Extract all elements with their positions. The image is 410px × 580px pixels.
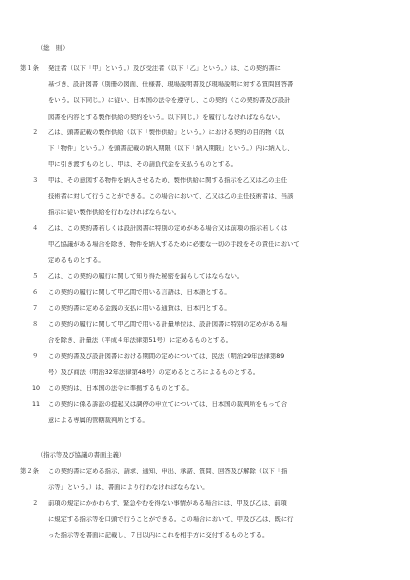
paragraph-body xyxy=(32,500,392,549)
article-2-label: 第２条 xyxy=(20,468,39,475)
text-line: この契約書及び設計図書における期間の定めについては、民法（明治29年法律第89 xyxy=(48,353,285,360)
paragraph-body xyxy=(32,353,392,385)
paragraph-number: 11 xyxy=(32,401,41,408)
text-line: この契約書に定める指示、請求、通知、申出、承諾、質問、回答及び解除（以下「指 xyxy=(48,468,288,475)
paragraph-body xyxy=(32,305,392,321)
paragraph-number: ６ xyxy=(32,289,39,296)
text-line: 乙は、この契約の履行に関して知り得た秘密を漏らしてはならない。 xyxy=(48,273,244,280)
text-line: 下「物件」という。）を頭書記載の納入期限（以下「納入期限」という。）内に納入し、 xyxy=(48,145,294,153)
text-line: をいう。以下同じ。）に従い、日本国の法令を遵守し、この契約（この契約書及び設計 xyxy=(48,97,291,105)
article-2-paragraph-1 xyxy=(48,468,392,500)
text-line: 号）及び商法（明治32年法律第48号）の定めるところによるものとする。 xyxy=(48,369,260,377)
paragraph-body xyxy=(32,321,392,353)
text-line: 前項の規定にかかわらず、緊急やむを得ない事情がある場合には、甲及び乙は、前項 xyxy=(48,500,287,507)
text-line: この契約の履行に関して甲乙間で用いる計量単位は、設計図書に特別の定めがある場 xyxy=(48,321,288,328)
text-line: 甲は、その意図する物件を納入させるため、製作供給に関する指示を乙又は乙の主任 xyxy=(48,177,288,184)
text-line: 技術者に対して行うことができる。この場合において、乙又は乙の主任技術者は、当該 xyxy=(48,193,294,201)
paragraph-number: ９ xyxy=(32,353,39,360)
paragraph-number: ７ xyxy=(32,305,39,312)
text-line: 指示に従い製作供給を行わなければならない。 xyxy=(48,209,181,217)
text-line: 甲乙協議がある場合を除き、物件を納入するために必要な一切の手段をその責任において xyxy=(48,241,300,249)
paragraph-number: ４ xyxy=(32,225,39,232)
article-1-paragraph-1 xyxy=(48,65,392,130)
paragraph-body xyxy=(32,225,392,274)
text-line: 示等」という。）は、書面により行わなければならない。 xyxy=(48,484,209,492)
paragraph-body xyxy=(32,385,392,401)
article-1-label: 第１条 xyxy=(20,65,39,72)
paragraph-body xyxy=(32,401,392,433)
section-heading-general: （総 則） xyxy=(37,45,69,52)
paragraph-body xyxy=(32,129,392,178)
paragraph-number: ８ xyxy=(32,321,39,328)
text-line: この契約は、日本国の法令に準拠するものとする。 xyxy=(48,385,193,392)
text-line: 乙は、頭書記載の製作供給（以下「製作供給」という。）における契約の目的物（以 xyxy=(48,129,285,136)
text-line: 定めるものとする。 xyxy=(48,257,105,265)
section-heading-written-instructions: （指示等及び協議の書面主義） xyxy=(37,452,126,459)
paragraph-number: ３ xyxy=(32,177,39,184)
text-line: 甲に引き渡すものとし、甲は、その請負代金を支払うものとする。 xyxy=(48,161,237,169)
text-line: に規定する指示等を口頭で行うことができる。この場合において、甲及び乙は、既に行 xyxy=(48,516,294,524)
text-line: この契約書に定める金銭の支払に用いる通貨は、日本円とする。 xyxy=(48,305,231,312)
paragraph-number: ２ xyxy=(32,129,39,136)
text-line: 基づき、設計図書（別冊の図面、仕様書、現場説明書及び現場説明に対する質問回答書 xyxy=(48,81,294,89)
paragraph-body xyxy=(32,289,392,305)
paragraph-number: ５ xyxy=(32,273,39,280)
text-line: 図書を内容とする製作供給の契約をいう。以下同じ。）を履行しなければならない。 xyxy=(48,113,285,121)
text-line: 意による専属的管轄裁判所とする。 xyxy=(48,417,149,425)
text-line: 合を除き、計量法（平成４年法律第51号）に定めるものとする。 xyxy=(48,337,233,345)
text-line: 乙は、この契約書若しくは設計図書に特別の定めがある場合又は前項の指示若しくは xyxy=(48,225,288,232)
paragraph-number: ２ xyxy=(32,500,39,507)
text-line: 発注者（以下「甲」という。）及び受注者（以下「乙」という。）は、この契約書に xyxy=(48,65,281,72)
text-line: この契約の履行に関して甲乙間で用いる言語は、日本語とする。 xyxy=(48,289,231,296)
text-line: った指示等を書面に記載し、７日以内にこれを相手方に交付するものとする。 xyxy=(48,532,269,540)
paragraph-body xyxy=(32,177,392,226)
paragraph-body xyxy=(32,273,392,289)
paragraph-number: 10 xyxy=(32,385,41,392)
text-line: この契約に係る訴訟の提起又は調停の申立てについては、日本国の裁判所をもって合 xyxy=(48,401,288,408)
